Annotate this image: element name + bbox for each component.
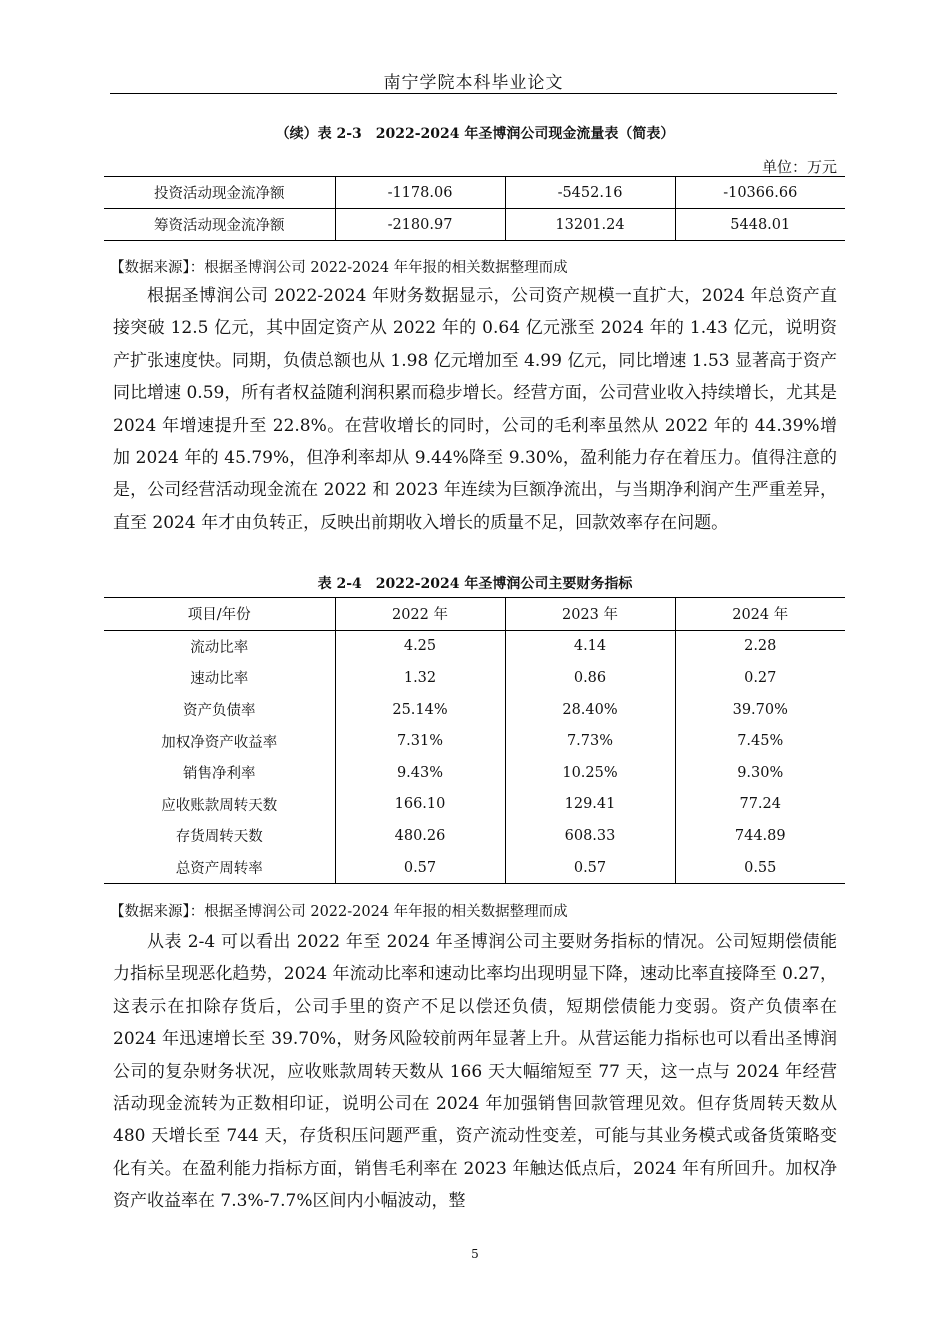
table-2-3-caption: （续）表 2-3 2022-2024 年圣博润公司现金流量表（简表） [275,126,675,142]
table-header-cell: 项目/年份 [104,598,335,631]
table-cell: 0.86 [505,662,675,694]
table-cell: 2.28 [675,630,845,662]
table-cell: -10366.66 [675,177,845,209]
page-number: 5 [471,1247,479,1261]
table-cell: 5448.01 [675,209,845,241]
table-row [104,662,845,694]
table-cell: 4.14 [505,630,675,662]
table-cell: -1178.06 [335,177,505,209]
table-header-cell: 2022 年 [335,598,505,631]
table-cell: 7.73% [505,725,675,757]
table-header-row [104,598,845,631]
table-header-cell: 2024 年 [675,598,845,631]
table-row [104,694,845,726]
body-paragraph-1: 根据圣博润公司 2022-2024 年财务数据显示，公司资产规模一直扩大，2024 年总资产直接突破 12.5 亿元，其中固定资产从 2022 年的 0.64 亿元涨至 2024 年的 1.43 亿元，说明资产扩张速度快。同期，负债总额也从 1.98 亿元增加至 4.99 亿元，同比增速 1.53 显著高于资产同比增速 0.59，所有者权益随利润积累而稳步增长。经营方面，公司营业收入持续增长，尤其是 2024 年增速提升至 22.8%。在营收增长的同时，公司的毛利率虽然从 2022 年的 44.39%增加 2024 年的 45.79%，但净利率却从 9.44%降至 9.30%，盈利能力存在着压力。值得注意的是，公司经营活动现金流在 2022 和 2023 年连续为巨额净流出，与当期净利润产生严重差异，直至 2024 年才由负转正，反映出前期收入增长的质量不足，回款效率存在问题。 [113,286,837,533]
table-cell: 39.70% [675,694,845,726]
table-cell: 应收账款周转天数 [161,797,278,814]
table-2-3-unit: 单位：万元 [761,158,837,176]
table-2-4-caption: 表 2-4 2022-2024 年圣博润公司主要财务指标 [317,576,633,592]
cash-flow-table [104,176,845,241]
table-2-4-source: 【数据来源】：根据圣博润公司 2022-2024 年年报的相关数据整理而成 [110,904,568,920]
table-cell: 7.31% [335,725,505,757]
table-cell: 744.89 [675,820,845,852]
table-cell: 筹资活动现金流净额 [104,209,335,241]
table-cell: 存货周转天数 [175,829,263,846]
table-2-3-source: 【数据来源】：根据圣博润公司 2022-2024 年年报的相关数据整理而成 [110,260,568,276]
table-cell: 0.55 [675,852,845,884]
table-row [104,725,845,757]
table-cell: 9.43% [335,757,505,789]
table-row [104,630,845,662]
table-cell: 速动比率 [190,671,249,688]
table-cell: 7.45% [675,725,845,757]
table-cell: 1.32 [335,662,505,694]
table-cell: 加权净资产收益率 [161,734,278,751]
table-cell: 13201.24 [505,209,675,241]
table-cell: 0.57 [335,852,505,884]
page-header: 南宁学院本科毕业论文 [383,73,564,93]
table-cell: 0.57 [505,852,675,884]
table-row [104,209,845,241]
table-cell: -2180.97 [335,209,505,241]
table-cell: 投资活动现金流净额 [154,186,285,202]
header-rule [110,93,837,94]
table-cell: 流动比率 [190,639,249,656]
table-cell: 25.14% [335,694,505,726]
table-cell: 608.33 [505,820,675,852]
table-cell: 28.40% [505,694,675,726]
table-row [104,852,845,884]
financial-indicators-table [104,597,845,884]
table-cell: 4.25 [335,630,505,662]
table-cell: 129.41 [505,789,675,821]
table-cell: 资产负债率 [183,703,256,720]
table-cell: 480.26 [335,820,505,852]
table-cell: 166.10 [335,789,505,821]
table-row [104,789,845,821]
table-cell: -5452.16 [505,177,675,209]
table-row [104,757,845,789]
table-cell: 10.25% [505,757,675,789]
table-row [104,177,845,209]
table-cell: 0.27 [675,662,845,694]
table-row [104,820,845,852]
table-header-cell: 2023 年 [505,598,675,631]
body-paragraph-2: 从表 2-4 可以看出 2022 年至 2024 年圣博润公司主要财务指标的情况。公司短期偿债能力指标呈现恶化趋势，2024 年流动比率和速动比率均出现明显下降，速动比率直接降至 0.27，这表示在扣除存货后，公司手里的资产不足以偿还负债，短期偿债能力变弱。资产负债率在 2024 年迅速增长至 39.70%，财务风险较前两年显著上升。从营运能力指标也可以看出圣博润公司的复杂财务状况，应收账款周转天数从 166 天大幅缩短至 77 天，这一点与 2024 年经营活动现金流转为正数相印证，说明公司在 2024 年加强销售回款管理见效。但存货周转天数从 480 天增长至 744 天，存货积压问题严重，资产流动性变差，可能与其业务模式或备货策略变化有关。在盈利能力指标方面，销售毛利率在 2023 年触达低点后，2024 年有所回升。加权净资产收益率在 7.3%-7.7%区间内小幅波动，整 [113,932,837,1212]
table-cell: 9.30% [675,757,845,789]
table-cell: 销售净利率 [183,766,256,783]
table-cell: 77.24 [675,789,845,821]
table-cell: 总资产周转率 [175,861,263,878]
